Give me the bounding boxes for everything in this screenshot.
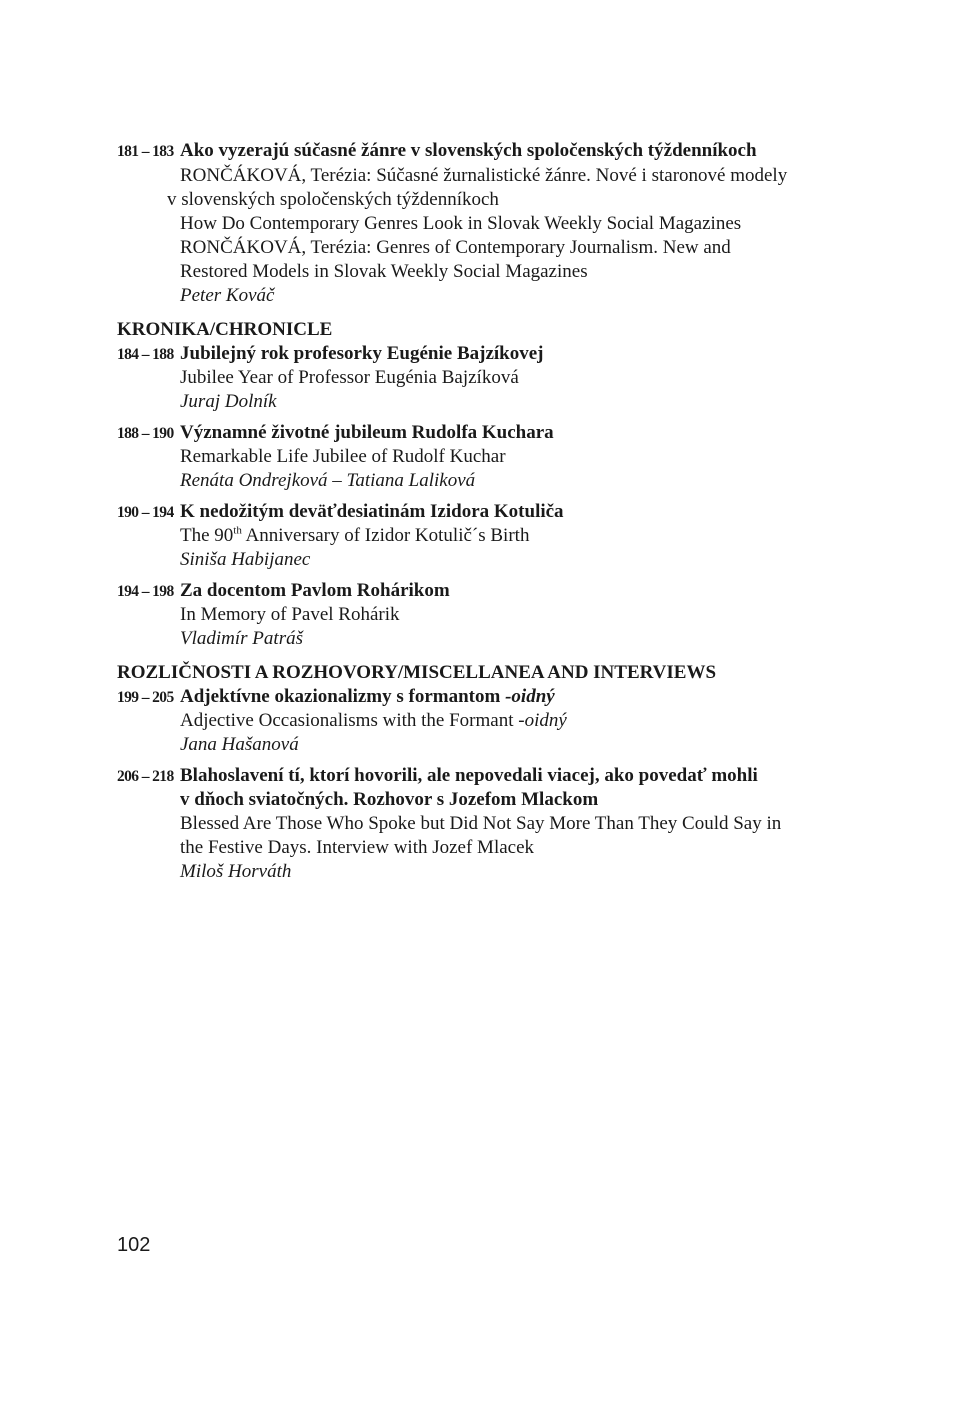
toc-entry (117, 421, 857, 493)
page-number: 102 (117, 1234, 151, 1256)
entry-author: Vladimír Patráš (180, 628, 303, 649)
entry-title: v dňoch sviatočných. Rozhovor s Jozefom Mlackom (180, 789, 599, 810)
entry-pages: 184 – 188 (117, 346, 174, 363)
entry-line-text: Adjective Occasionalisms with the Formant - (180, 710, 525, 731)
entry-author: Renáta Ondrejková – Tatiana Laliková (180, 470, 476, 491)
toc-entry (117, 579, 857, 651)
entry-pages: 190 – 194 (117, 504, 174, 521)
entry-title: Jubilejný rok profesorky Eugénie Bajzíkovej (180, 343, 544, 364)
entry-details (117, 164, 857, 188)
entry-body (180, 579, 857, 651)
entry-line (180, 524, 857, 548)
entry-author: Siniša Habijanec (180, 549, 311, 570)
entry-pages: 188 – 190 (117, 425, 174, 442)
entry-pages: 199 – 205 (117, 689, 174, 706)
entry-title-emphasis: -oidný (505, 686, 555, 707)
toc-entry (117, 500, 857, 572)
entry-body (180, 764, 857, 884)
entry-title: Blahoslavení tí, ktorí hovorili, ale nepovedali viacej, ako povedať mohli (180, 765, 758, 786)
entry-title: Významné životné jubileum Rudolfa Kuchara (180, 422, 554, 443)
toc-entry (117, 139, 857, 164)
section-heading: KRONIKA/CHRONICLE (117, 319, 333, 340)
entry-line-text: The 90 (180, 525, 234, 546)
entry-line (180, 709, 857, 733)
entry-line: In Memory of Pavel Rohárik (180, 604, 400, 625)
section-heading: ROZLIČNOSTI A ROZHOVORY/MISCELLANEA AND INTERVIEWS (117, 662, 717, 683)
entry-body (180, 500, 857, 572)
superscript-ordinal: th (233, 524, 242, 537)
toc-entry (117, 764, 857, 884)
entry-title: Ako vyzerajú súčasné žánre v slovenských spoločenských týždenníkoch (180, 140, 757, 161)
entry-details (117, 188, 857, 212)
toc-entry (117, 685, 857, 757)
entry-body (180, 139, 857, 163)
entry-pages: 194 – 198 (117, 583, 174, 600)
entry-line: v slovenských spoločenských týždenníkoch (167, 189, 499, 210)
toc-entry (117, 342, 857, 414)
entry-author: Miloš Horváth (180, 861, 292, 882)
entry-author: Juraj Dolník (180, 391, 277, 412)
entry-title: K nedožitým deväťdesiatinám Izidora Kotuliča (180, 501, 564, 522)
entry-line-text: Anniversary of Izidor Kotulič´s Birth (241, 525, 530, 546)
entry-line: How Do Contemporary Genres Look in Slovak Weekly Social Magazines (180, 213, 742, 234)
entry-title: Za docentom Pavlom Rohárikom (180, 580, 450, 601)
entry-line: Restored Models in Slovak Weekly Social Magazines (180, 261, 588, 282)
entry-body (180, 421, 857, 493)
entry-title (180, 685, 857, 709)
table-of-contents (117, 139, 857, 884)
entry-details (117, 212, 857, 308)
entry-author: Peter Kováč (180, 285, 275, 306)
entry-pages: 206 – 218 (117, 768, 174, 785)
entry-line: Jubilee Year of Professor Eugénia Bajzíková (180, 367, 519, 388)
entry-line: RONČÁKOVÁ, Terézia: Súčasné žurnalistické žánre. Nové i staronové modely (180, 165, 788, 186)
entry-line: the Festive Days. Interview with Jozef Mlacek (180, 837, 535, 858)
entry-line: RONČÁKOVÁ, Terézia: Genres of Contemporary Journalism. New and (180, 237, 731, 258)
entry-body (180, 342, 857, 414)
entry-pages: 181 – 183 (117, 143, 174, 160)
entry-body (180, 685, 857, 757)
entry-author: Jana Hašanová (180, 734, 299, 755)
entry-line: Remarkable Life Jubilee of Rudolf Kuchar (180, 446, 506, 467)
entry-line-emphasis: oidný (524, 710, 567, 731)
entry-line: Blessed Are Those Who Spoke but Did Not Say More Than They Could Say in (180, 813, 782, 834)
entry-title-text: Adjektívne okazionalizmy s formantom (180, 686, 506, 707)
